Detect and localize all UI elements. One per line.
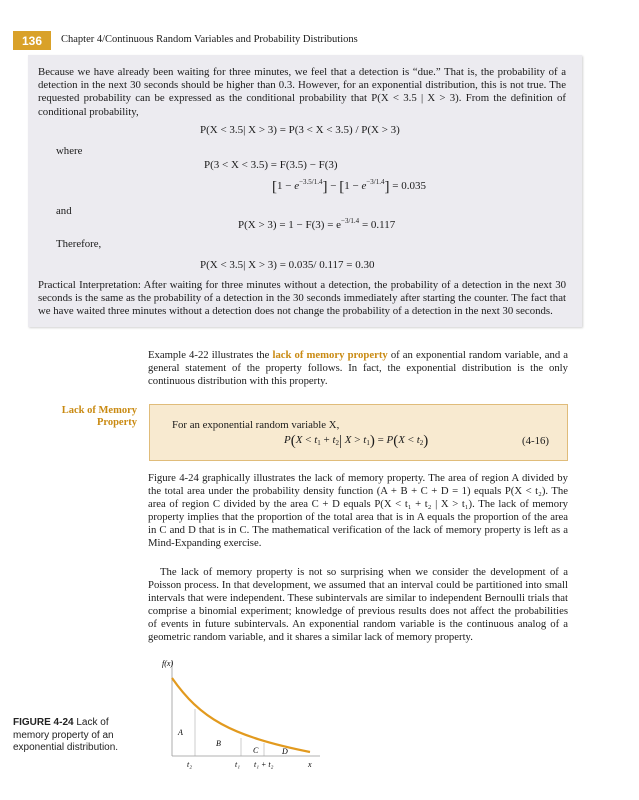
intro-text-before: Example 4-22 illustrates the [148,349,273,361]
region-a-label: A [178,728,183,737]
figure-4-24 [160,652,325,774]
example-paragraph: Because we have already been waiting for three minutes, we feel that a detection is “due.” That is, the probability of a detection in the next 30 seconds should be higher than 0.3. However, for an exponential distribution, this is not true. The requested probability can be expressed as the conditional probability that P(X < 3.5 | X > 3). From the definition of conditional probability, [38,66,566,118]
figure-caption-label: FIGURE 4-24 [13,717,74,728]
exponent-2: −3/1.4 [366,178,385,186]
intro-paragraph [148,349,568,388]
tick-t2: t₂ [187,760,193,769]
equation-difference: P(3 < X < 3.5) = F(3.5) − F(3) [204,159,338,171]
chapter-title: Chapter 4/Continuous Random Variables and Probability Distributions [61,34,358,45]
region-b-label: B [216,739,221,748]
key-term: lack of memory property [272,349,388,361]
intro-text-after: of an exponential random variable, and a general statement of the property follows. In fact, the exponential distribution is the only continuous distribution with this property. [148,349,568,387]
tick-t1-plus-t2: t₁ + t₂ [254,760,274,769]
region-c-label: C [253,746,259,755]
equation-final: P(X < 3.5| X > 3) = 0.035/ 0.117 = 0.30 [200,259,375,271]
therefore-label: Therefore, [56,238,102,250]
equation-number: (4-16) [522,435,549,447]
exponent-1: −3.5/1.4 [299,178,323,186]
region-d-label: D [282,747,288,756]
equation-conditional: P(X < 3.5| X > 3) = P(3 < X < 3.5) / P(X > 3) [200,124,400,136]
equation-exponential-terms: $[1 - e^{-3.5/1.4}] - [1 - e^{-3/1.4}] = 0.035$ [272,178,426,195]
poisson-paragraph: The lack of memory property is not so surprising when we consider the development of a Poisson process. In that development, we assumed that an interval could be partitioned into small intervals that were independent. These subintervals are similar to independent Bernoulli trials that comprise a binomial experiment; knowledge of previous results does not affect the probabilities of events in future subintervals. An exponential random variable is the continuous analog of a geometric random variable, and it shares a similar lack of memory property. [148,566,568,643]
lack-of-memory-equation: $P(X < t_1 + t_2|$ $X > t_1) = P(X < t_2)$ [284,433,429,449]
page-number: 136 [13,31,51,50]
equation-result-2: = 0.117 [361,219,396,231]
property-box [149,404,568,461]
equation-result-1: = 0.035 [392,180,426,192]
y-axis-label: f(x) [162,659,174,668]
x-axis-label: x [308,760,312,769]
figure-explanation-paragraph: Figure 4-24 graphically illustrates the lack of memory property. The area of region A divided by the total area under the probability density function (A + B + C + D = 1) equals P(X < t₂). The area of region C divided by the area C + D equals P(X < t₁ + t₂ | X > t₁). The lack of memory property implies that the proportion of the total area that is in A equals the proportion of the area in C and D that is in C. The mathematical verification of the lack of memory property is left as a Mind-Expanding exercise. [148,472,568,549]
equation-survival [238,217,395,231]
figure-caption-text: Lack of memory property of an exponential distribution. [13,717,119,753]
exponential-density-plot [160,652,325,774]
and-label: and [56,205,72,217]
figure-caption [13,717,143,755]
margin-term-label: Lack of Memory Property [61,405,137,428]
tick-t1: t₁ [235,760,241,769]
exponent-3: −3/1.4 [341,217,360,225]
equation-survival-lhs: P(X > 3) = 1 − F(3) = e [238,219,342,231]
where-label: where [56,145,83,157]
practical-interpretation: Practical Interpretation: After waiting for three minutes without a detection, the probability of a detection in the next 30 seconds is the same as the probability of a detection in the 30 seconds immediately after starting the counter. The fact that we have waited three minutes without a detection does not change the probability of a detection in the next 30 seconds. [38,279,566,318]
region-a-area [172,678,204,756]
example-box [28,55,582,327]
property-statement: For an exponential random variable X, [172,419,340,431]
